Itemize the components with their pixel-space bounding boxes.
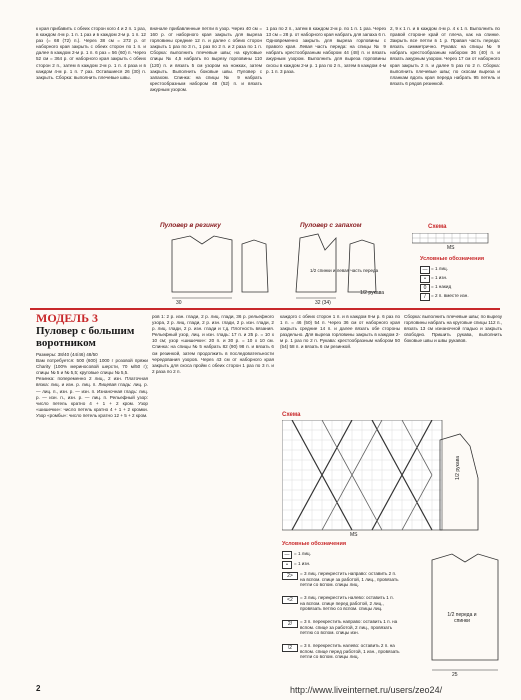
bottom-sleeve-outline [440, 434, 478, 530]
wrap-body-outline [296, 234, 336, 292]
model-text-3: каждого с обеих сторон 1 п. и в каждом 8-м р. 6 раз по 1 п. = 46 (50) 54 п. Через 36 см от наборного края закрыть средние 14 п. и далее вязать обе стороны раздельно. Для выреза горловины закрыть в каждом 2-м р. 1 раз по 2 п. Рукава: крестообразным набором 50 (54) 58 п. и вязать 6 см резинкой. [280, 314, 400, 350]
bottom-legend-text-cross-left: = 3 лиц. перекрестить налево: оставить 1 п. на вспом. спице перед работой, 2 лиц., провязать петлю со вспом. спицы лиц. [300, 595, 394, 611]
bottom-legend-title: Условные обозначения [282, 541, 347, 547]
top-scheme-ms: MS [447, 245, 455, 251]
legend-symbol-purl: • [420, 275, 430, 283]
bottom-right-text: Сборка: выполнить плечевые швы; по вырезу горловины набрать на круговые спицы 112 п., вязать 13 см изнаночной гладью и закрыть свободно. Пришить рукава, выполнить боковые швы и швы рукавов. [404, 314, 502, 344]
model-header [36, 312, 148, 349]
bottom-legend-symbol-twist-left: \2 [282, 644, 298, 652]
bottom-legend-symbol-knit: — [282, 551, 292, 559]
legend-text-dec: = 2 п. вместе изн. [431, 293, 469, 298]
model-patterns: Резинка: попеременно 2 лиц., 2 изн. Платочная вязка: лиц. и изн. р. лиц. п. Лицевая гладь: лиц. р. — лиц. п., изн. р. — изн. п. Изнаночная гладь: лиц. р. — изн. п., изн. р. — лиц. п. Рельефный узор: число петель кратно 4 + 1 + 2 кром. Узор «шишечки»: число петель кратно 4 + 1 + 2 кромки. Узор «ромбы»: число петель кратно 12 + 5 + 2 кром. [36, 376, 148, 418]
bottom-legend-text-twist-left: = 3 п. перекрестить налево: оставить 2 п. на вспом. спице перед работой, 1 изн., провязать петли со вспом. спицы лиц. [300, 643, 400, 659]
wrap-sleeve-label: 1/2 рукава [360, 290, 385, 296]
wrap-center-label: 1/2 спинки и левая часть переда [310, 268, 379, 273]
top-text-4: 2, 9 к 1 п. и в каждом 4-м р. 4 к 1 п. Выполнить по правой стороне край от плеча, как на спинке. Закрыть все петли в 1 р. Правая часть переда: вязать симметрично. Рукава: на спицы № 9 набрать крестообразным набором 36 (40) п. и вязать ажурным узором. Через 17 см от наборного края закрыть 2 п. и далее 5 раз по 2 п. Сборка: выполнить плечевые швы; по скосам выреза и планкам вдоль края переда набрать 95 петель и вязать 6 рядов резинкой. [390, 26, 500, 86]
bottom-legend-symbol-purl: • [282, 561, 292, 569]
legend-text-knit: = 1 лиц. [431, 266, 448, 271]
ribbed-sleeve-outline [242, 240, 268, 292]
wrap-sleeve-outline [348, 240, 376, 292]
model-text-column-2 [152, 314, 274, 682]
top-text-column-1 [36, 26, 146, 81]
top-text-2: вначале прибавленные петли в узор. Через 40 см = 160 р. от наборного края закрыть для выреза горловины средние 12 п. и далее с обеих сторон закрыть 1 раз по 3 п., 1 раз по 2 п. и 2 раза по 1 п. Сборка: выполнить плечевые швы; на круговые спицы № 4,5 набрать по вырезу горловины 110 (120) п. и вязать 5 см узором на ножках, затем закрыть. Выполнить боковые швы. Пуловер с запахом. Спинка: на спицы № 9 набрать крестообразным набором 48 (52) п. и вязать ажурным узором. [150, 26, 262, 92]
top-scheme-title: Схема [428, 224, 447, 230]
model-title: МОДЕЛЬ 3 [36, 311, 99, 325]
pullover-wrap-title: Пуловер с запахом [300, 222, 362, 229]
wrap-measure-width: 32 (34) [315, 300, 331, 306]
ribbed-measure-width: 30 [176, 300, 182, 306]
page-number: 2 [36, 684, 41, 693]
bottom-legend-text-knit: = 1 лиц. [294, 551, 311, 556]
bottom-legend-text-twist-right: = 3 п. перекрестить направо: оставить 1 п. на вспом. спице за работой, 2 лиц., провязать петлю со вспом. спицы изн. [300, 619, 398, 635]
bottom-right-text-column [404, 314, 502, 424]
top-text-3: 1 раз по 2 п., затем в каждом 2-м р. по 1 п. 1 раз. Через 13 см = 28 р. от наборного края набрать для запаха 6 п. Одновременно закрыть для выреза горловины с правого края. Левая часть переда: на спицы № 9 набрать крестообразным набором 44 (48) п. и вязать ажурным узором. Выполнить для выреза горловины скосы в каждом 2-м р. 1 раз по 2 п., затем в каждом 4-м р. 1 п. 3 раза. [266, 26, 386, 74]
bottom-scheme-ms: MS [350, 532, 358, 538]
legend-text-yarn-over: = 1 накид [431, 284, 452, 289]
bottom-scheme-title: Схема [282, 412, 301, 418]
model-text-2: ров 1: 2 р. изн. глади, 2 р. лиц. глади, 36 р. рельефного узора, 2 р. лиц. глади, 2 р. изн. глади, 2 р. изн. глади, 2 р. лиц. глади, 2 р. изн. глади и т.д. Плотность вязания. Рельефный узор, лиц. и изн. гладь: 17 п. и 25 р. = 10 х 10 см; узор «шишечки»: 20 п. и 30 р. = 10 х 10 см. Спинка: на спицы № 5 набрать 82 (90) 98 п. и вязать 6 см резинкой, затем продолжить в последовательности чередования узоров. Через 43 см от наборного края закрыть для скоса пройм с обеих сторон 1 раз по 3 п. и 2 раза по 2 п. [152, 314, 274, 374]
ribbed-body-outline [172, 236, 232, 292]
bottom-body-outline [432, 554, 498, 660]
bottom-legend-text-cross-right: = 3 лиц. перекрестить направо: оставить 2 п. на вспом. спице за работой, 1 лиц., провязать петли со вспом. спицы лиц. [300, 571, 399, 587]
section-divider [30, 308, 500, 310]
top-text-column-3 [266, 26, 386, 186]
model-text-column-3 [280, 314, 400, 410]
top-text-column-2 [150, 26, 262, 146]
model-subtitle: Пуловер с большим воротником [36, 325, 135, 349]
footer-url[interactable]: http://www.liveinternet.ru/users/zeo24/ [290, 685, 443, 695]
bottom-body-label: 1/2 переда и спинки [447, 612, 477, 624]
bottom-sleeve-label: 1/2 рукава [455, 455, 461, 480]
legend-symbol-dec: / [420, 293, 430, 301]
model-text-column-1 [36, 352, 148, 682]
top-text-1: к края прибавить с обеих сторон кого 4 и 2 п. 1 раз, в каждом 4-м р. 1 п. 1 раз и в каждом 2-м р. 1 п. 12 раз (= 68 (72) п.). Через 38 см = 272 р. от наборного края закрыть с обеих сторон по 1 п. и далее в каждом 2-м р. 1 п. 6 раз = 56 (60) п. Через 52 см = 364 р. от наборного края закрыть с обеих сторон 2 п., затем в каждом 2-м р. 1 п. 4 раза и в каждом 4-м р. 1 п. 7 раз. Оставшиеся 26 (30) п. закрыть. Сборка: выполнить плечевые швы. [36, 26, 146, 80]
legend-symbol-yarn-over: 0 [420, 284, 430, 292]
legend-symbol-knit: — [420, 266, 430, 274]
top-text-column-4 [390, 26, 500, 206]
bottom-legend-symbol-cross-right: 2> [282, 572, 298, 580]
legend-text-purl: = 1 изн. [431, 275, 448, 280]
bottom-legend-symbol-twist-right: 2/ [282, 620, 298, 628]
model-materials: Вам потребуется: 500 (600) 1000 г розовой пряжи Charity (100% мериносовой шерсти, 70 м/50 г); спицы № 5 и № 5,5; круговые спицы № 5,5. [36, 358, 148, 376]
pullover-ribbed-title: Пуловер в резинку [160, 222, 221, 229]
bottom-measure-width: 25 [452, 672, 458, 678]
bottom-legend-text-purl: = 1 изн. [294, 561, 311, 566]
model-sizes: Размеры: 38/40 (44/46) 48/50 [36, 352, 98, 357]
top-legend-title: Условные обозначения [420, 256, 485, 262]
bottom-legend-symbol-cross-left: <2 [282, 596, 298, 604]
